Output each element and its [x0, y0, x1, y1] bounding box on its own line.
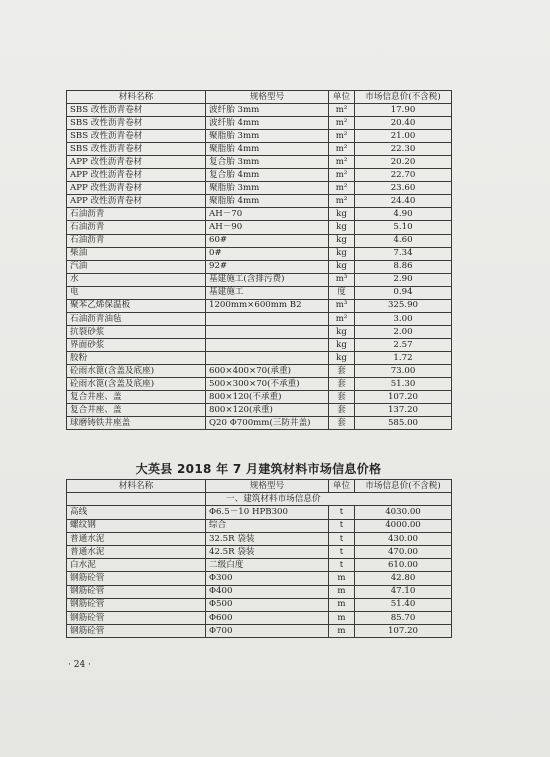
cell-spec-model: 42.5R 袋装 — [206, 545, 329, 558]
cell-material-name: 钢筋砼管 — [67, 611, 206, 624]
cell-spec-model: 800×120(不承重) — [206, 391, 329, 404]
cell-material-name: 普通水泥 — [67, 532, 206, 545]
header-material-name: 材料名称 — [67, 480, 206, 493]
cell-unit: t — [329, 532, 355, 545]
header-unit: 单位 — [329, 91, 355, 104]
cell-unit: kg — [329, 221, 355, 234]
cell-material-name: 抗裂砂浆 — [67, 325, 206, 338]
cell-unit: kg — [329, 338, 355, 351]
cell-spec-model: 800×120(承重) — [206, 404, 329, 417]
cell-market-price: 470.00 — [355, 545, 452, 558]
cell-unit: kg — [329, 351, 355, 364]
cell-market-price: 1.72 — [355, 351, 452, 364]
cell-market-price: 23.60 — [355, 182, 452, 195]
cell-material-name: 石油沥青 — [67, 208, 206, 221]
cell-market-price: 0.94 — [355, 286, 452, 299]
cell-spec-model: AH－90 — [206, 221, 329, 234]
table-row — [67, 519, 452, 532]
table-row — [67, 312, 452, 325]
cell-unit: kg — [329, 260, 355, 273]
cell-market-price: 8.86 — [355, 260, 452, 273]
cell-unit: m² — [329, 117, 355, 130]
cell-material-name: 复合井座、盖 — [67, 391, 206, 404]
cell-unit: m² — [329, 182, 355, 195]
cell-market-price: 2.00 — [355, 325, 452, 338]
table-row — [67, 299, 452, 312]
cell-market-price: 21.00 — [355, 130, 452, 143]
cell-market-price: 22.30 — [355, 143, 452, 156]
cell-market-price: 2.90 — [355, 273, 452, 286]
cell-unit: m² — [329, 143, 355, 156]
cell-spec-model — [206, 351, 329, 364]
cell-material-name: 石油沥青 — [67, 234, 206, 247]
cell-spec-model: 复合胎 4mm — [206, 169, 329, 182]
cell-spec-model: 波纤胎 3mm — [206, 104, 329, 117]
cell-spec-model: AH－70 — [206, 208, 329, 221]
table-header-row — [67, 480, 452, 493]
cell-market-price: 51.30 — [355, 378, 452, 391]
table-row — [67, 234, 452, 247]
cell-market-price: 107.20 — [355, 625, 452, 638]
cell-market-price: 22.70 — [355, 169, 452, 182]
cell-unit: t — [329, 545, 355, 558]
cell-unit: m² — [329, 156, 355, 169]
cell-spec-model — [206, 338, 329, 351]
cell-material-name: SBS 改性沥青卷材 — [67, 104, 206, 117]
cell-market-price: 51.40 — [355, 598, 452, 611]
cell-material-name: 胶粉 — [67, 351, 206, 364]
header-market-price: 市场信息价(不含税) — [355, 91, 452, 104]
cell-material-name: 高线 — [67, 506, 206, 519]
table-row — [67, 221, 452, 234]
cell-material-name: APP 改性沥青卷材 — [67, 182, 206, 195]
cell-material-name: 钢筋砼管 — [67, 585, 206, 598]
cell-unit: t — [329, 506, 355, 519]
cell-material-name: APP 改性沥青卷材 — [67, 195, 206, 208]
table-row — [67, 572, 452, 585]
table-row — [67, 391, 452, 404]
cell-market-price: 107.20 — [355, 391, 452, 404]
cell-market-price: 85.70 — [355, 611, 452, 624]
header-spec-model: 规格型号 — [206, 91, 329, 104]
cell-material-name: 汽油 — [67, 260, 206, 273]
cell-material-name: 聚苯乙烯保温板 — [67, 299, 206, 312]
table-row — [67, 247, 452, 260]
cell-market-price: 2.57 — [355, 338, 452, 351]
table-row — [67, 545, 452, 558]
table-row — [67, 260, 452, 273]
table-row — [67, 532, 452, 545]
cell-spec-model: Φ700 — [206, 625, 329, 638]
cell-market-price: 585.00 — [355, 417, 452, 430]
cell-material-name: 钢筋砼管 — [67, 598, 206, 611]
cell-material-name: 球磨铸铁井座盖 — [67, 417, 206, 430]
cell-spec-model: Q20 Φ700mm(三防井盖) — [206, 417, 329, 430]
cell-market-price: 4.90 — [355, 208, 452, 221]
cell-market-price: 325.90 — [355, 299, 452, 312]
cell-material-name: 柴油 — [67, 247, 206, 260]
cell-spec-model: 基建施工 — [206, 286, 329, 299]
cell-unit: m² — [329, 312, 355, 325]
table-row — [67, 195, 452, 208]
cell-unit: t — [329, 519, 355, 532]
cell-material-name: 复合井座、盖 — [67, 404, 206, 417]
cell-material-name: 白水泥 — [67, 559, 206, 572]
cell-material-name: 砼雨水篦(含盖及底座) — [67, 364, 206, 377]
cell-spec-model: 聚脂胎 4mm — [206, 143, 329, 156]
cell-spec-model: 1200mm×600mm B2 — [206, 299, 329, 312]
cell-market-price: 137.20 — [355, 404, 452, 417]
cell-unit: 套 — [329, 404, 355, 417]
table-row — [67, 286, 452, 299]
cell-spec-model: 32.5R 袋装 — [206, 532, 329, 545]
cell-market-price: 610.00 — [355, 559, 452, 572]
cell-spec-model: 聚脂胎 4mm — [206, 195, 329, 208]
cell-material-name: 电 — [67, 286, 206, 299]
cell-market-price: 3.00 — [355, 312, 452, 325]
table-row — [67, 117, 452, 130]
cell-market-price: 42.80 — [355, 572, 452, 585]
cell-unit: m — [329, 585, 355, 598]
cell-spec-model — [206, 325, 329, 338]
cell-unit: 套 — [329, 417, 355, 430]
table-row — [67, 143, 452, 156]
cell-market-price: 17.90 — [355, 104, 452, 117]
cell-spec-model: 600×400×70(承重) — [206, 364, 329, 377]
cell-material-name: APP 改性沥青卷材 — [67, 156, 206, 169]
cell-spec-model: 二级白度 — [206, 559, 329, 572]
cell-material-name: 界面砂浆 — [67, 338, 206, 351]
cell-material-name: 钢筋砼管 — [67, 625, 206, 638]
cell-unit: kg — [329, 234, 355, 247]
cell-material-name: SBS 改性沥青卷材 — [67, 117, 206, 130]
cell-spec-model: 聚脂胎 3mm — [206, 130, 329, 143]
cell-spec-model: Φ300 — [206, 572, 329, 585]
cell-spec-model: 92# — [206, 260, 329, 273]
cell-market-price: 7.34 — [355, 247, 452, 260]
cell-material-name: SBS 改性沥青卷材 — [67, 130, 206, 143]
table-row — [67, 338, 452, 351]
cell-market-price: 4030.00 — [355, 506, 452, 519]
table-row — [67, 104, 452, 117]
cell-unit: m² — [329, 130, 355, 143]
table-row — [67, 378, 452, 391]
price-table-july-2018 — [66, 479, 452, 638]
cell-spec-model — [206, 312, 329, 325]
cell-market-price: 4000.00 — [355, 519, 452, 532]
cell-market-price: 20.20 — [355, 156, 452, 169]
cell-spec-model: Φ600 — [206, 611, 329, 624]
cell-spec-model: 60# — [206, 234, 329, 247]
cell-unit: m³ — [329, 299, 355, 312]
table-row — [67, 506, 452, 519]
table-row — [67, 156, 452, 169]
cell-unit: 度 — [329, 286, 355, 299]
cell-material-name: 砼雨水篦(含盖及底座) — [67, 378, 206, 391]
cell-spec-model: 复合胎 3mm — [206, 156, 329, 169]
cell-spec-model: 聚脂胎 3mm — [206, 182, 329, 195]
section-label: 一、建筑材料市场信息价 — [206, 493, 452, 506]
cell-unit: m³ — [329, 273, 355, 286]
cell-unit: m² — [329, 169, 355, 182]
cell-spec-model: 综合 — [206, 519, 329, 532]
cell-unit: m — [329, 611, 355, 624]
cell-material-name: 水 — [67, 273, 206, 286]
header-material-name: 材料名称 — [67, 91, 206, 104]
cell-spec-model: Φ400 — [206, 585, 329, 598]
table-row — [67, 404, 452, 417]
table-row — [67, 625, 452, 638]
cell-unit: kg — [329, 247, 355, 260]
cell-market-price: 20.40 — [355, 117, 452, 130]
cell-unit: m — [329, 572, 355, 585]
cell-spec-model: Φ500 — [206, 598, 329, 611]
cell-market-price: 73.00 — [355, 364, 452, 377]
header-spec-model: 规格型号 — [206, 480, 329, 493]
cell-material-name: 螺纹钢 — [67, 519, 206, 532]
cell-unit: 套 — [329, 364, 355, 377]
cell-market-price: 24.40 — [355, 195, 452, 208]
table-row — [67, 182, 452, 195]
section-title: 大英县 2018 年 7 月建筑材料市场信息价格 — [135, 462, 382, 476]
table-row — [67, 273, 452, 286]
cell-material-name: SBS 改性沥青卷材 — [67, 143, 206, 156]
cell-unit: m² — [329, 104, 355, 117]
cell-market-price: 4.60 — [355, 234, 452, 247]
cell-spec-model: Φ6.5－10 HPB300 — [206, 506, 329, 519]
cell-material-name: 普通水泥 — [67, 545, 206, 558]
table-row — [67, 559, 452, 572]
table-row — [67, 208, 452, 221]
cell-spec-model: 0# — [206, 247, 329, 260]
table-row — [67, 351, 452, 364]
price-table-continued — [66, 90, 452, 430]
table-row — [67, 325, 452, 338]
cell-unit: m — [329, 598, 355, 611]
cell-unit: 套 — [329, 378, 355, 391]
cell-spec-model: 波纤胎 4mm — [206, 117, 329, 130]
section-row — [67, 493, 452, 506]
table-row — [67, 417, 452, 430]
header-unit: 单位 — [329, 480, 355, 493]
cell-market-price: 5.10 — [355, 221, 452, 234]
cell-material-name: APP 改性沥青卷材 — [67, 169, 206, 182]
cell-unit: m² — [329, 195, 355, 208]
cell-market-price: 430.00 — [355, 532, 452, 545]
table-row — [67, 598, 452, 611]
cell-unit: t — [329, 559, 355, 572]
header-market-price: 市场信息价(不含税) — [355, 480, 452, 493]
cell-material-name: 石油沥青 — [67, 221, 206, 234]
cell-spec-model: 基建施工(含排污费) — [206, 273, 329, 286]
table-row — [67, 130, 452, 143]
table-row — [67, 169, 452, 182]
cell-market-price: 47.10 — [355, 585, 452, 598]
table-row — [67, 611, 452, 624]
cell-unit: kg — [329, 325, 355, 338]
cell-unit: m — [329, 625, 355, 638]
cell-spec-model: 500×300×70(不承重) — [206, 378, 329, 391]
cell-material-name: 钢筋砼管 — [67, 572, 206, 585]
table-row — [67, 364, 452, 377]
page-number: · 24 · — [68, 660, 91, 670]
cell-unit: 套 — [329, 391, 355, 404]
table-row — [67, 585, 452, 598]
cell-material-name: 石油沥青油毡 — [67, 312, 206, 325]
table-header-row — [67, 91, 452, 104]
cell-unit: kg — [329, 208, 355, 221]
